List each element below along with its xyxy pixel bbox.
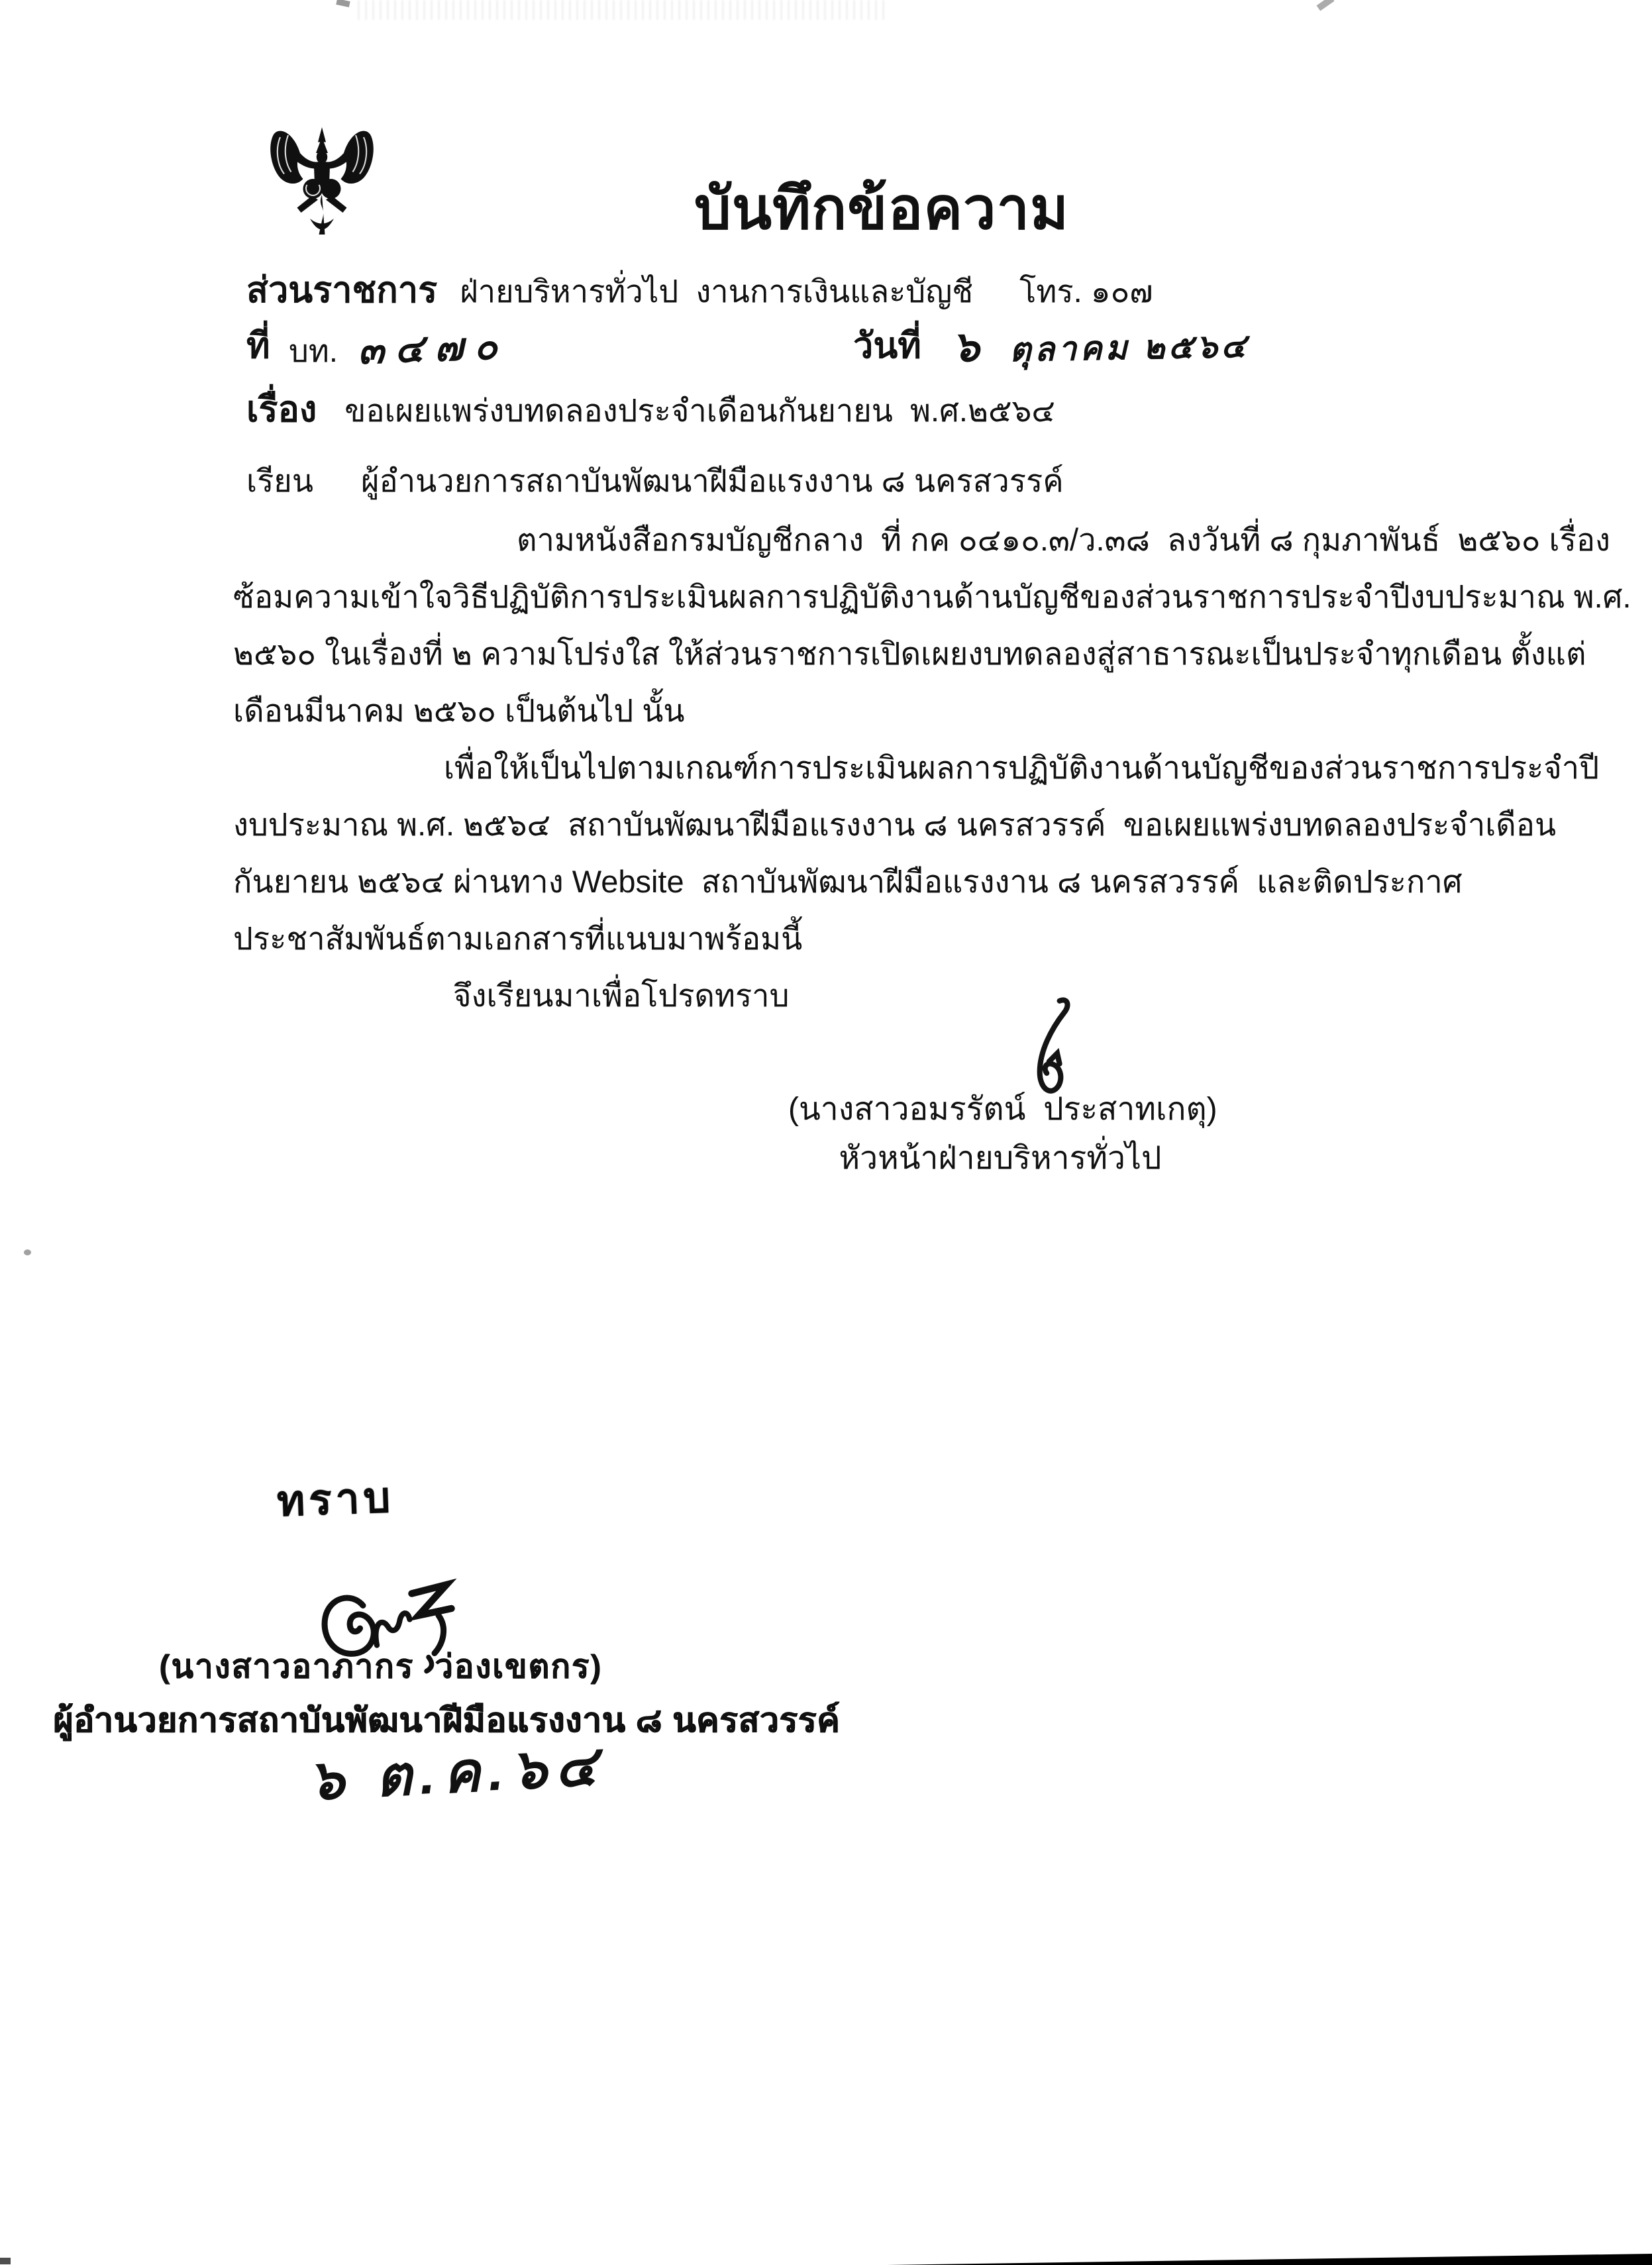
subject-row [246, 380, 1055, 437]
number-date-row [0, 317, 1652, 376]
department-label: ส่วนราชการ [246, 270, 438, 310]
paragraph2-line: เพื่อให้เป็นไปตามเกณฑ์การประเมินผลการปฏิบัติงานด้านบัญชีของส่วนราชการประจำปี [444, 750, 1600, 785]
memo-body [233, 511, 1631, 1024]
scan-speck [336, 0, 350, 7]
paragraph1-line: เดือนมีนาคม ๒๕๖๐ เป็นต้นไป นั้น [233, 693, 685, 728]
department-value: ฝ่ายบริหารทั่วไป งานการเงินและบัญชี [460, 274, 974, 309]
scan-speck [24, 1249, 31, 1255]
subject-label: เรื่อง [246, 390, 317, 429]
acknowledged-stamp: ทราบ [276, 1473, 395, 1526]
number-label: ที่ [246, 326, 270, 366]
garuda-emblem-icon [262, 123, 382, 242]
date-day-handwritten: ๖ [951, 322, 980, 371]
number-handwritten: ๓๔๗๐ [356, 324, 509, 372]
scan-shadow-wedge [887, 2252, 1652, 2265]
number-prefix: บท. [289, 333, 338, 368]
date-month-year-handwritten: ตุลาคม ๒๕๖๔ [1009, 327, 1250, 369]
memo-title: บันทึกข้อความ [694, 176, 1070, 241]
paragraph2-line: กันยายน ๒๕๖๔ ผ่านทาง Website สถาบันพัฒนาฝีมือแรงงาน ๘ นครสวรรค์ และติดประกาศ [233, 864, 1463, 899]
scan-speck [1316, 0, 1334, 11]
paragraph2-line: งบประมาณ พ.ศ. ๒๕๖๔ สถาบันพัฒนาฝีมือแรงงาน ๘ นครสวรรค์ ขอเผยแพร่งบทดลองประจำเดือน [233, 807, 1557, 842]
paragraph2-line: ประชาสัมพันธ์ตามเอกสารที่แนบมาพร้อมนี้ [233, 921, 803, 956]
acknowledger-name: (นางสาวอาภากร ว่องเขตกร) [159, 1649, 603, 1685]
acknowledgement-date-handwritten: ๖ ต.ค.๖๔ [307, 1734, 607, 1812]
paragraph1-line: ตามหนังสือกรมบัญชีกลาง ที่ กค ๐๔๑๐.๓/ว.๓๘ ลงวันที่ ๘ กุมภาพันธ์ ๒๕๖๐ เรื่อง [517, 522, 1610, 557]
signer-position: หัวหน้าฝ่ายบริหารทั่วไป [839, 1141, 1162, 1176]
scan-speck [0, 2258, 11, 2264]
paragraph1-line: ๒๕๖๐ ในเรื่องที่ ๒ ความโปร่งใส ให้ส่วนราชการเปิดเผยงบทดลองสู่สาธารณะเป็นประจำทุกเดือน ตั้งแต่ [233, 636, 1586, 671]
signer-name: (นางสาวอมรรัตน์ ประสาทเกตุ) [788, 1092, 1217, 1127]
department-row [246, 261, 1153, 318]
scan-noise-top [358, 0, 888, 20]
to-label: เรียน [246, 463, 313, 498]
subject-value: ขอเผยแพร่งบทดลองประจำเดือนกันยายน พ.ศ.๒๕๖๔ [344, 393, 1055, 428]
date-label: วันที่ [853, 326, 921, 366]
paragraph1-line: ซ้อมความเข้าใจวิธีปฏิบัติการประเมินผลการปฏิบัติงานด้านบัญชีของส่วนราชการประจำปีงบประมาณ พ.ศ. [233, 579, 1631, 614]
to-row [246, 456, 1064, 505]
closing-line: จึงเรียนมาเพื่อโปรดทราบ [453, 978, 790, 1013]
acknowledger-position: ผู้อำนวยการสถาบันพัฒนาฝีมือแรงงาน ๘ นครสวรรค์ [53, 1701, 840, 1739]
to-value: ผู้อำนวยการสถาบันพัฒนาฝีมือแรงงาน ๘ นครสวรรค์ [360, 463, 1064, 498]
phone-value: โทร. ๑๐๗ [1019, 274, 1153, 309]
